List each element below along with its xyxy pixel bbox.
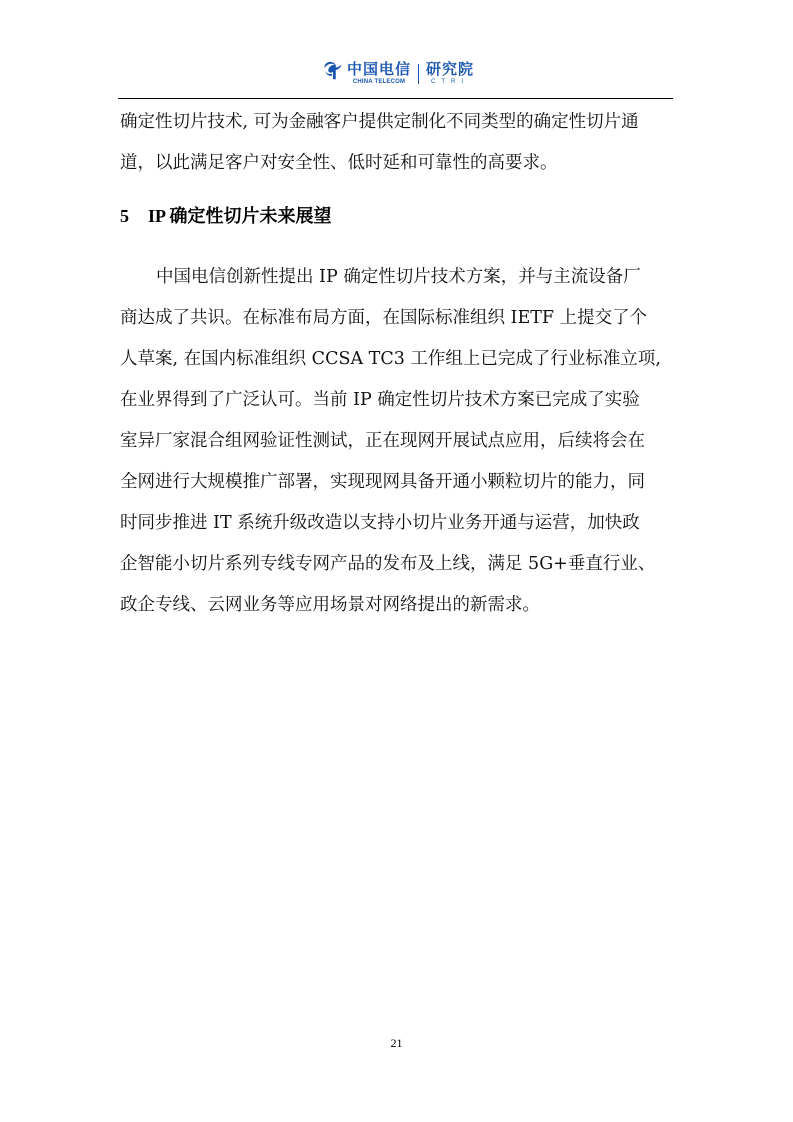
text-line: 中国电信创新性提出 IP 确定性切片技术方案，并与主流设备厂 <box>156 267 641 287</box>
logo-divider <box>418 64 419 84</box>
text-line: 在业界得到了广泛认可。当前 IP 确定性切片技术方案已完成了实验 <box>120 390 640 410</box>
page-number: 21 <box>390 1036 403 1050</box>
section-heading <box>120 202 332 228</box>
text-line: 室异厂家混合组网验证性测试，正在现网开展试点应用，后续将会在 <box>120 431 645 451</box>
section-number: 5 <box>120 206 129 226</box>
text-line: 人草案, 在国内标准组织 CCSA TC3 工作组上已完成了行业标准立项, <box>120 349 661 369</box>
text-line: 政企专线、云网业务等应用场景对网络提出的新需求。 <box>120 595 540 615</box>
institute-name-cn: 研究院 <box>426 60 475 78</box>
section-title-latin: IP <box>148 206 166 226</box>
china-telecom-ctri-logo <box>322 56 474 96</box>
continuation-paragraph <box>120 102 675 184</box>
institute-name-block <box>426 56 474 86</box>
text-line: 商达成了共识。在标准布局方面，在国际标准组织 IETF 上提交了个 <box>120 308 648 328</box>
text-line: 确定性切片技术, 可为金融客户提供定制化不同类型的确定性切片通 <box>120 112 639 132</box>
text-line: 全网进行大规模推广部署，实现现网具备开通小颗粒切片的能力，同 <box>120 472 645 492</box>
brand-name-en: CHINA TELECOM <box>352 79 406 85</box>
brand-name-block <box>347 56 411 86</box>
text-line: 道，以此满足客户对安全性、低时延和可靠性的高要求。 <box>120 153 558 173</box>
china-telecom-logo-icon <box>322 60 344 82</box>
page-header <box>0 56 793 96</box>
institute-name-en: CTRI <box>431 79 470 85</box>
brand-name-cn: 中国电信 <box>347 60 412 78</box>
body-paragraph <box>120 257 675 626</box>
section-title-cn: 确定性切片未来展望 <box>169 206 332 227</box>
header-rule <box>118 98 673 99</box>
text-line: 时同步推进 IT 系统升级改造以支持小切片业务开通与运营，加快政 <box>120 513 640 533</box>
text-line: 企智能小切片系列专线专网产品的发布及上线，满足 5G+垂直行业、 <box>120 554 656 574</box>
